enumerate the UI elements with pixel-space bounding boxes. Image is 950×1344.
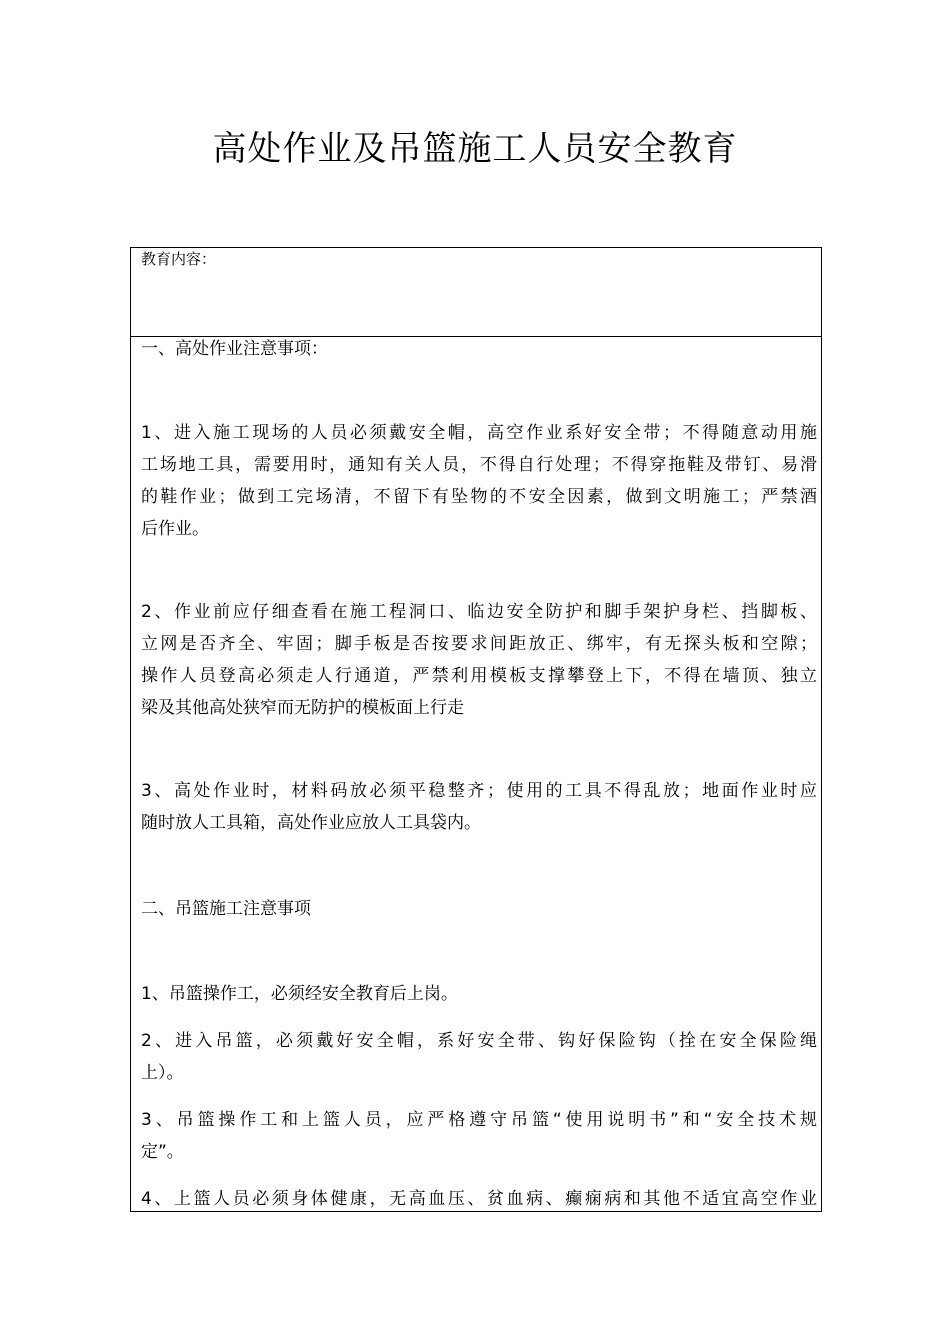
section1-item1-line2: 工场地工具，需要用时，通知有关人员，不得自行处理；不得穿拖鞋及带钉、易滑 xyxy=(141,455,817,475)
section1-item2-line4: 梁及其他高处狭窄而无防护的模板面上行走 xyxy=(141,698,464,718)
education-content-label: 教育内容： xyxy=(141,250,217,268)
education-content-header-cell xyxy=(131,248,821,337)
section1-item1-line4: 后作业。 xyxy=(141,519,209,539)
section2-item3-line2: 定”。 xyxy=(141,1142,184,1162)
section1-item1-line1: 1、进入施工现场的人员必须戴安全帽，高空作业系好安全带；不得随意动用施 xyxy=(141,423,817,443)
document-title: 高处作业及吊篮施工人员安全教育 xyxy=(212,129,738,169)
section2-item1-line1: 1、吊篮操作工，必须经安全教育后上岗。 xyxy=(141,984,458,1004)
section1-heading: 一、高处作业注意事项： xyxy=(141,339,328,359)
section1-item1-line3: 的鞋作业；做到工完场清，不留下有坠物的不安全因素，做到文明施工；严禁酒 xyxy=(141,487,817,507)
section1-item2-line1: 2、作业前应仔细查看在施工程洞口、临边安全防护和脚手架护身栏、挡脚板、 xyxy=(141,602,817,622)
section1-item3-line1: 3、高处作业时，材料码放必须平稳整齐；使用的工具不得乱放；地面作业时应 xyxy=(141,781,817,801)
section2-item4-line1: 4、上篮人员必须身体健康，无高血压、贫血病、癫痫病和其他不适宜高空作业 xyxy=(141,1189,817,1209)
section2-item3-line1: 3、吊篮操作工和上篮人员，应严格遵守吊篮“使用说明书”和“安全技术规 xyxy=(141,1110,817,1130)
education-table xyxy=(130,247,822,1212)
section1-item2-line2: 立网是否齐全、牢固；脚手板是否按要求间距放正、绑牢，有无探头板和空隙； xyxy=(141,634,817,654)
section2-item2-line1: 2、进入吊篮，必须戴好安全帽，系好安全带、钩好保险钩（拴在安全保险绳 xyxy=(141,1031,817,1051)
education-content-body xyxy=(131,337,821,1212)
section2-item2-line2: 上）。 xyxy=(141,1063,184,1083)
section1-item3-line2: 随时放人工具箱，高处作业应放人工具袋内。 xyxy=(141,813,481,833)
section1-item2-line3: 操作人员登高必须走人行通道，严禁利用模板支撑攀登上下，不得在墙顶、独立 xyxy=(141,666,817,686)
section2-heading: 二、吊篮施工注意事项 xyxy=(141,899,311,919)
